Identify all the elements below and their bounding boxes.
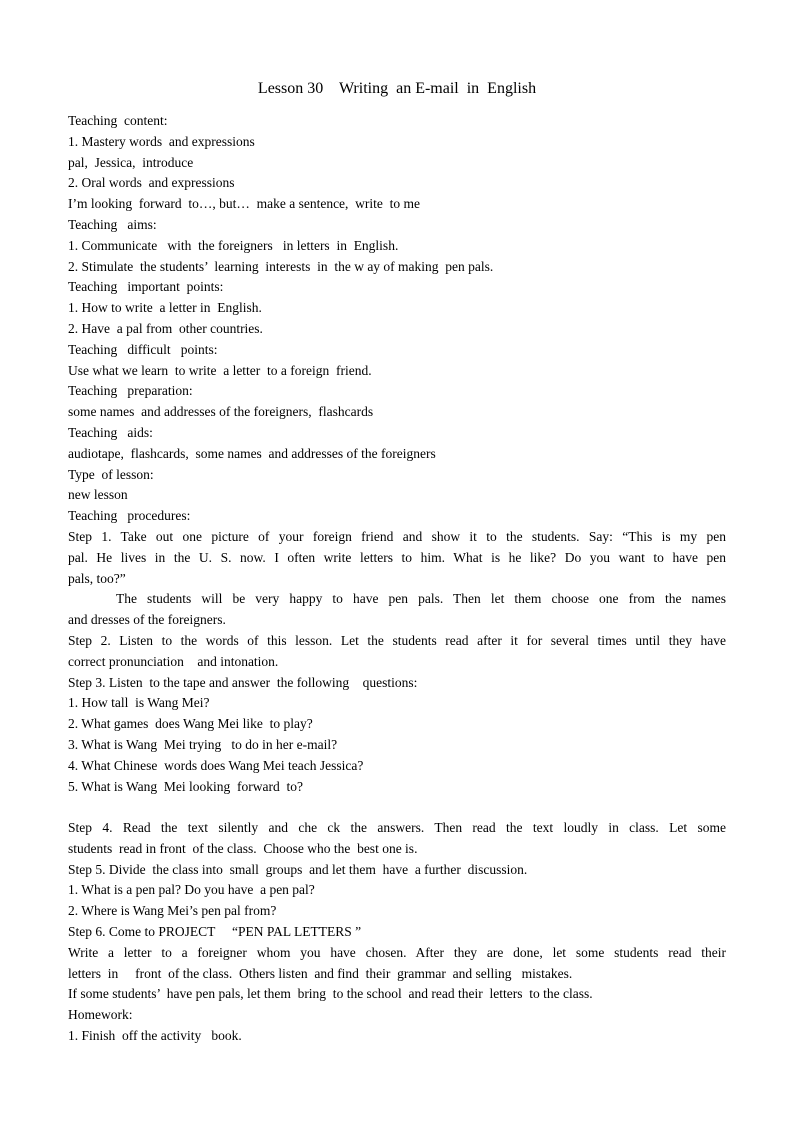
document-page: [68, 78, 726, 1047]
text-line: letters in front of the class. Others listen and find their grammar and selling mistakes.: [68, 965, 573, 981]
text-line: 1. Communicate with the foreigners in letters in English.: [68, 237, 399, 253]
text-line: Step 3. Listen to the tape and answer the following questions:: [68, 674, 418, 690]
text-line: Teaching content:: [68, 113, 168, 128]
text-line: 2. Stimulate the students’ learning interests in the w ay of making pen pals.: [68, 258, 494, 274]
text-line: Teaching aims:: [68, 216, 157, 232]
text-line: new lesson: [68, 487, 128, 503]
text-line: 2. Have a pal from other countries.: [68, 320, 263, 336]
text-line: 1. How tall is Wang Mei?: [68, 695, 210, 711]
text-line: 5. What is Wang Mei looking forward to?: [68, 778, 303, 794]
text-line: Teaching aids:: [68, 424, 153, 440]
text-line: and dresses of the foreigners.: [68, 612, 226, 628]
text-line: Step 4. Read the text silently and che ck the answers. Then read the text loudly in class. Let some: [68, 820, 726, 836]
text-line: Teaching procedures:: [68, 508, 191, 524]
text-line: Step 1. Take out one picture of your foreign friend and show it to the students. Say: “This is my pen: [68, 528, 726, 544]
text-line: 1. Mastery words and expressions: [68, 133, 255, 149]
text-line: 3. What is Wang Mei trying to do in her e-mail?: [68, 736, 338, 752]
text-line: Use what we learn to write a letter to a foreign friend.: [68, 362, 372, 378]
text-line: Teaching important points:: [68, 279, 224, 295]
text-line: 1. How to write a letter in English.: [68, 300, 262, 316]
text-line: I’m looking forward to…, but… make a sentence, write to me: [68, 196, 421, 212]
blank-line: [68, 797, 726, 818]
text-line: 4. What Chinese words does Wang Mei teach Jessica?: [68, 757, 364, 773]
text-line: Type of lesson:: [68, 466, 154, 482]
text-line: students read in front of the class. Choose who the best one is.: [68, 840, 418, 856]
text-line: Teaching preparation:: [68, 383, 193, 399]
text-line: 2. Oral words and expressions: [68, 175, 235, 191]
text-line: pal, Jessica, introduce: [68, 154, 194, 170]
text-line: Write a letter to a foreigner whom you have chosen. After they are done, let some students read their: [68, 944, 726, 960]
lesson-title: Lesson 30 Writing an E-mail in English: [257, 80, 537, 97]
text-line: 1. Finish off the activity book.: [68, 1028, 242, 1044]
text-line: Teaching difficult points:: [68, 341, 218, 357]
text-line: Homework:: [68, 1007, 133, 1023]
lesson-body: [68, 111, 726, 1047]
text-line: The students will be very happy to have pen pals. Then let them choose one from the names: [116, 591, 726, 607]
text-line: 2. Where is Wang Mei’s pen pal from?: [68, 903, 277, 919]
text-line: 1. What is a pen pal? Do you have a pen pal?: [68, 882, 315, 898]
text-line: If some students’ have pen pals, let them bring to the school and read their letters to the class.: [68, 986, 593, 1002]
text-line: pals, too?”: [68, 570, 126, 586]
text-line: Step 5. Divide the class into small groups and let them have a further discussion.: [68, 861, 528, 877]
text-line: Step 6. Come to PROJECT “PEN PAL LETTERS ”: [68, 924, 362, 940]
text-line: 2. What games does Wang Mei like to play?: [68, 716, 313, 732]
text-line: some names and addresses of the foreigners, flashcards: [68, 404, 374, 420]
text-line: Step 2. Listen to the words of this lesson. Let the students read after it for several times until they have: [68, 632, 726, 648]
text-line: correct pronunciation and intonation.: [68, 653, 279, 669]
text-line: audiotape, flashcards, some names and addresses of the foreigners: [68, 445, 436, 461]
text-line: pal. He lives in the U. S. now. I often write letters to him. What is he like? Do you want to have pen: [68, 549, 726, 565]
